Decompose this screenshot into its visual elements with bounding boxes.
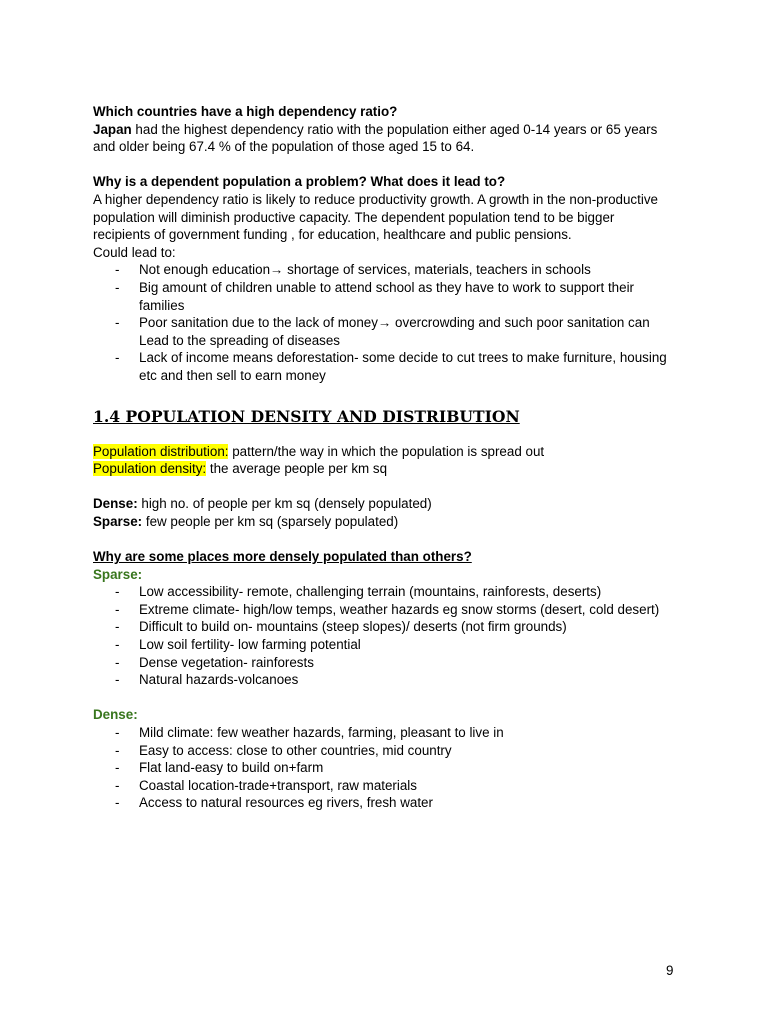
definition-density <box>93 460 673 478</box>
dash-marker: - <box>115 584 120 600</box>
spacer <box>93 156 673 174</box>
dash-marker: - <box>115 350 120 366</box>
list-item-text: Low accessibility- remote, challenging terrain (mountains, rainforests, deserts) <box>139 584 602 600</box>
list-item <box>93 636 673 654</box>
list-item <box>93 654 673 672</box>
sparse-reasons-list <box>93 583 673 689</box>
list-item <box>93 742 673 760</box>
list-item <box>93 314 673 349</box>
term-dense: Dense: <box>93 496 138 512</box>
section-heading: 1.4 POPULATION DENSITY AND DISTRIBUTION <box>93 406 520 426</box>
dash-marker: - <box>115 795 120 811</box>
document-page <box>93 103 673 812</box>
dash-marker: - <box>115 619 120 635</box>
list-item-text: Extreme climate- high/low temps, weather hazards eg snow storms (desert, cold desert) <box>139 601 660 617</box>
question-dependent-problem: Why is a dependent population a problem? What does it lead to? <box>93 174 506 190</box>
list-item <box>93 724 673 742</box>
list-item-text: Mild climate: few weather hazards, farming, pleasant to live in <box>139 725 504 740</box>
dash-marker: - <box>115 777 120 793</box>
definition-text: the average people per km sq <box>206 461 388 477</box>
list-item-text: Flat land-easy to build on+farm <box>139 760 324 776</box>
definition-text: pattern/the way in which the population is spread out <box>228 443 545 459</box>
consequences-list <box>93 261 673 384</box>
list-item-text: Big amount of children unable to attend school as they have to work to support their families <box>139 279 635 313</box>
list-item-text: Lack of income means deforestation- some decide to cut trees to make furniture, housing etc and then sell to earn money <box>139 350 667 383</box>
dense-label: Dense: <box>93 707 138 723</box>
dash-marker: - <box>115 262 120 278</box>
list-item <box>93 261 673 279</box>
definition-dense <box>93 495 673 513</box>
dash-marker: - <box>115 654 120 670</box>
dash-marker: - <box>115 637 120 653</box>
dash-marker: - <box>115 725 120 740</box>
list-item <box>93 349 673 384</box>
definition-text: few people per km sq (sparsely populated) <box>142 513 399 529</box>
spacer <box>93 689 673 707</box>
term-sparse: Sparse: <box>93 513 143 529</box>
lead-in-text: Could lead to: <box>93 244 176 260</box>
list-item <box>93 671 673 689</box>
list-item-text: Poor sanitation due to the lack of money→ overcrowding and such poor sanitation can Lead to the spreading of diseases <box>139 315 650 348</box>
list-item-text: Access to natural resources eg rivers, fresh water <box>139 795 433 811</box>
definition-sparse <box>93 513 673 531</box>
list-item-text: Dense vegetation- rainforests <box>139 654 314 670</box>
dense-reasons-list <box>93 724 673 812</box>
list-item <box>93 583 673 601</box>
dash-marker: - <box>115 760 120 776</box>
page-number: 9 <box>666 963 674 978</box>
question-dependency-countries: Which countries have a high dependency ratio? <box>93 104 398 119</box>
list-item <box>93 618 673 636</box>
question-density-reasons: Why are some places more densely populated than others? <box>93 549 472 565</box>
dash-marker: - <box>115 315 120 331</box>
list-item-text: Difficult to build on- mountains (steep slopes)/ deserts (not firm grounds) <box>139 619 567 635</box>
list-item-text: Easy to access: close to other countries, mid country <box>139 742 452 758</box>
list-item <box>93 601 673 619</box>
list-item <box>93 759 673 777</box>
definition-distribution <box>93 443 673 461</box>
list-item-text: Natural hazards-volcanoes <box>139 672 299 688</box>
list-item <box>93 777 673 795</box>
spacer <box>93 530 673 548</box>
list-item-text: Low soil fertility- low farming potential <box>139 637 361 653</box>
answer-dependency-countries <box>93 121 673 156</box>
definition-text: high no. of people per km sq (densely populated) <box>137 496 432 512</box>
answer-japan-rest: had the highest dependency ratio with the population either aged 0-14 years or 65 years and older being 67.4 % of the population of those aged 15 to 64. <box>93 121 658 155</box>
sparse-label: Sparse: <box>93 566 143 582</box>
dash-marker: - <box>115 672 120 688</box>
answer-dependent-problem: A higher dependency ratio is likely to reduce productivity growth. A growth in the non-productive population will diminish productive capacity. The dependent population tend to be bigger recipients of government funding , for education, healthcare and public pensions. <box>93 191 658 243</box>
spacer <box>93 478 673 496</box>
list-item <box>93 794 673 812</box>
dash-marker: - <box>115 279 120 295</box>
dash-marker: - <box>115 601 120 617</box>
dash-marker: - <box>115 742 120 758</box>
list-item <box>93 279 673 314</box>
list-item-text: Not enough education→ shortage of services, materials, teachers in schools <box>139 262 591 278</box>
list-item-text: Coastal location-trade+transport, raw materials <box>139 777 417 793</box>
highlighted-term-density: Population density: <box>93 461 207 477</box>
answer-japan-bold: Japan <box>93 121 132 137</box>
highlighted-term-distribution: Population distribution: <box>93 443 229 459</box>
